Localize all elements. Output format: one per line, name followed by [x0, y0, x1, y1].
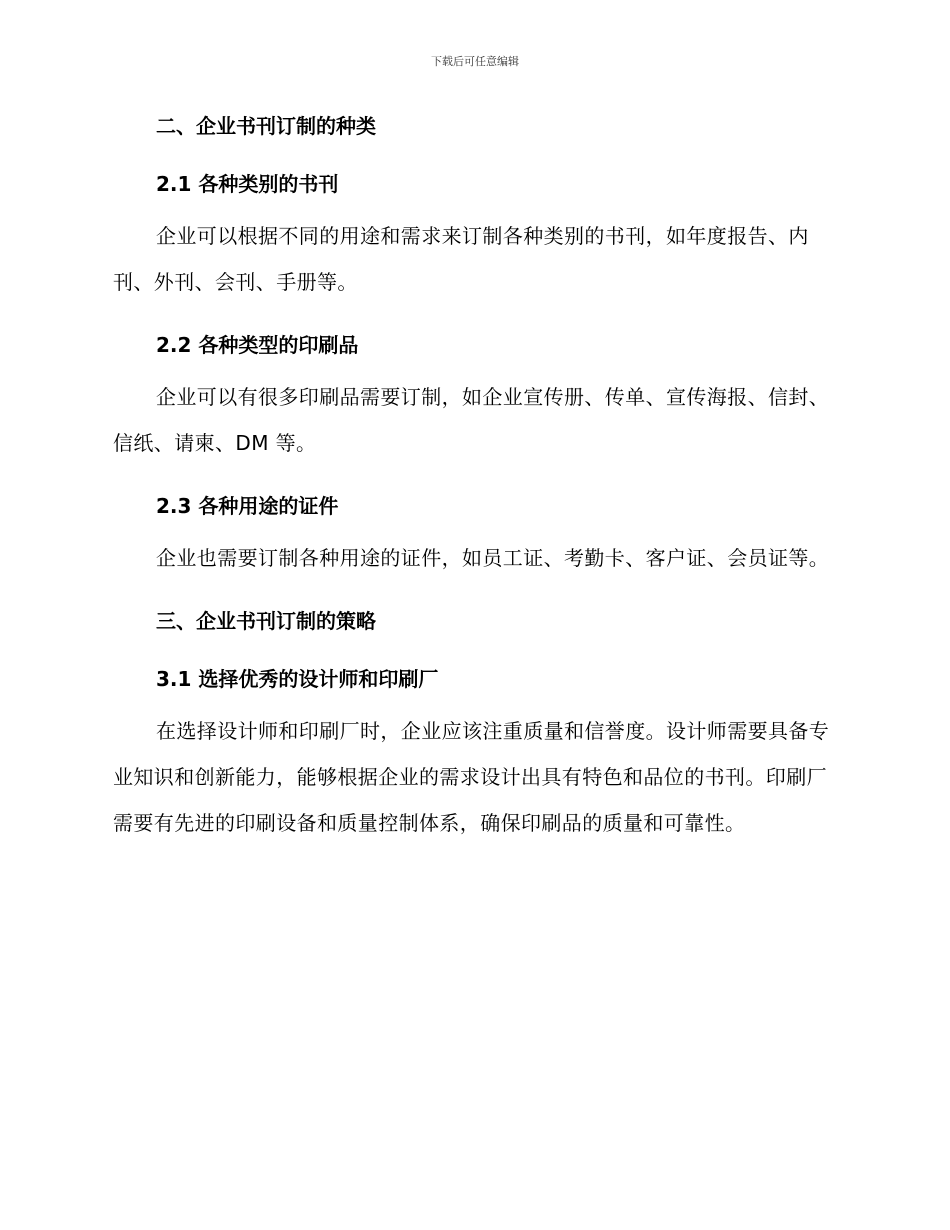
subsection-heading-2-3: 2.3 各种用途的证件 [156, 494, 339, 518]
paragraph-2-2: 企业可以有很多印刷品需要订制，如企业宣传册、传单、宣传海报、信封、信纸、请柬、DM 等。 [113, 385, 830, 455]
subsection-heading-3-1: 3.1 选择优秀的设计师和印刷厂 [156, 667, 439, 691]
page-header-note: 下载后可任意编辑 [431, 55, 519, 68]
document-body [113, 108, 835, 846]
paragraph-2-1: 企业可以根据不同的用途和需求来订制各种类别的书刊，如年度报告、内刊、外刊、会刊、手册等。 [113, 224, 809, 294]
section-heading-3: 三、企业书刊订制的策略 [156, 609, 376, 633]
subsection-heading-2-2: 2.2 各种类型的印刷品 [156, 333, 359, 357]
section-heading-2: 二、企业书刊订制的种类 [156, 114, 376, 138]
paragraph-3-1: 在选择设计师和印刷厂时，企业应该注重质量和信誉度。设计师需要具备专业知识和创新能力，能够根据企业的需求设计出具有特色和品位的书刊。印刷厂需要有先进的印刷设备和质量控制体系，确保印刷品的质量和可靠性。 [113, 719, 830, 835]
subsection-heading-2-1: 2.1 各种类别的书刊 [156, 172, 339, 196]
paragraph-2-3: 企业也需要订制各种用途的证件，如员工证、考勤卡、客户证、会员证等。 [156, 546, 830, 570]
